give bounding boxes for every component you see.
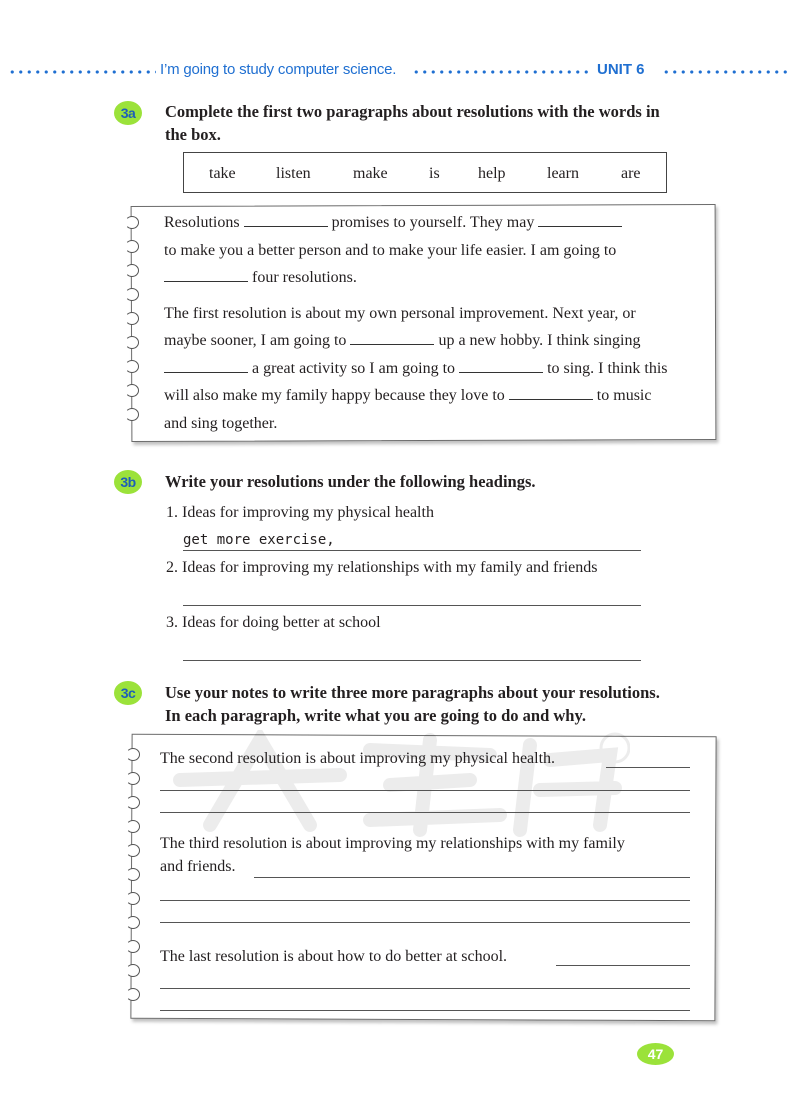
instruction-3c-line2: In each paragraph, write what you are going to do and why. xyxy=(165,706,586,725)
text: up a new hobby. I think singing xyxy=(438,332,641,349)
header-title: I’m going to study computer science. xyxy=(160,61,397,78)
blank-1[interactable] xyxy=(244,212,328,227)
word-item: take xyxy=(209,165,236,182)
instruction-3a-line1: Complete the first two paragraphs about resolutions with the words in xyxy=(165,102,660,121)
para2-line4 xyxy=(164,382,651,410)
text: promises to yourself. They may xyxy=(331,214,535,231)
word-box xyxy=(183,152,667,193)
writing-line[interactable] xyxy=(606,767,690,768)
blank-3[interactable] xyxy=(164,267,248,282)
blank-6[interactable] xyxy=(459,358,543,373)
para1-line2: to make you a better person and to make your life easier. I am going to xyxy=(164,242,617,259)
answer-line-1[interactable] xyxy=(183,550,641,551)
word-item: make xyxy=(353,165,388,182)
handwritten-answer-1[interactable]: get more exercise, xyxy=(183,532,335,548)
writing-line[interactable] xyxy=(254,877,690,878)
badge-3a: 3a xyxy=(114,101,142,125)
para3c-2-line2: and friends. xyxy=(160,858,236,875)
para2-line2 xyxy=(164,327,641,355)
unit-label: UNIT 6 xyxy=(597,61,645,78)
header-dots-left xyxy=(8,69,156,75)
instruction-3b: Write your resolutions under the following headings. xyxy=(165,472,536,491)
word-item: help xyxy=(478,165,506,182)
para1-line1 xyxy=(164,209,622,237)
writing-line[interactable] xyxy=(160,922,690,923)
answer-line-3[interactable] xyxy=(183,660,641,661)
text: will also make my family happy because they love to xyxy=(164,387,505,404)
instruction-3c-line1: Use your notes to write three more paragraphs about your resolutions. xyxy=(165,683,660,702)
writing-line[interactable] xyxy=(160,812,690,813)
header-dots-right xyxy=(662,69,792,75)
list-item xyxy=(166,614,381,632)
page-number: 47 xyxy=(637,1043,674,1065)
item-label: Ideas for improving my physical health xyxy=(182,504,434,521)
para1-line3 xyxy=(164,264,357,292)
text: to sing. I think this xyxy=(547,360,668,377)
para3c-3: The last resolution is about how to do better at school. xyxy=(160,948,508,965)
text: Resolutions xyxy=(164,214,240,231)
text: maybe sooner, I am going to xyxy=(164,332,347,349)
writing-line[interactable] xyxy=(160,790,690,791)
badge-3b: 3b xyxy=(114,470,142,494)
list-item xyxy=(166,504,434,522)
word-item: learn xyxy=(547,165,579,182)
item-number: 3. xyxy=(166,614,178,631)
word-item: listen xyxy=(276,165,311,182)
item-number: 2. xyxy=(166,559,178,576)
para3c-1: The second resolution is about improving my physical health. xyxy=(160,750,556,767)
word-item: are xyxy=(621,165,641,182)
instruction-3a-line2: the box. xyxy=(165,125,221,144)
para2-line3 xyxy=(164,355,668,383)
text: four resolutions. xyxy=(252,269,357,286)
para3c-2-line1: The third resolution is about improving my relationships with my family xyxy=(160,835,625,852)
writing-line[interactable] xyxy=(160,1010,690,1011)
item-label: Ideas for improving my relationships with my family and friends xyxy=(182,559,598,576)
para2-line5: and sing together. xyxy=(164,415,278,432)
writing-line[interactable] xyxy=(160,900,690,901)
para2-line1: The first resolution is about my own personal improvement. Next year, or xyxy=(164,305,636,322)
item-number: 1. xyxy=(166,504,178,521)
word-item: is xyxy=(429,165,440,182)
header-dots-middle xyxy=(412,69,590,75)
badge-3c: 3c xyxy=(114,681,142,705)
item-label: Ideas for doing better at school xyxy=(182,614,381,631)
writing-line[interactable] xyxy=(556,965,690,966)
list-item xyxy=(166,559,597,577)
blank-2[interactable] xyxy=(538,212,622,227)
text: to music xyxy=(596,387,652,404)
text: a great activity so I am going to xyxy=(252,360,456,377)
blank-7[interactable] xyxy=(509,385,593,400)
blank-4[interactable] xyxy=(350,330,434,345)
answer-line-2[interactable] xyxy=(183,605,641,606)
writing-line[interactable] xyxy=(160,988,690,989)
blank-5[interactable] xyxy=(164,358,248,373)
